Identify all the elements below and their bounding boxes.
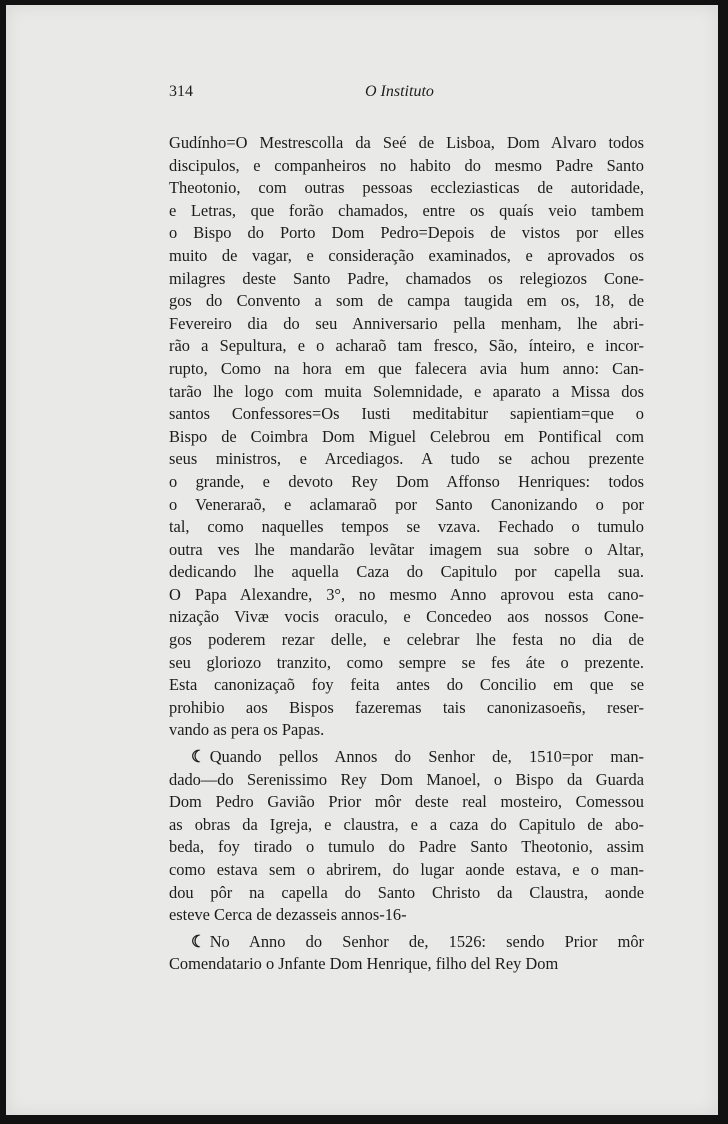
text-line <box>169 290 644 313</box>
text-line <box>169 814 644 837</box>
line-text: o grande, e devoto Rey Dom Affonso Henriques: todos <box>169 471 644 491</box>
text-line <box>169 381 644 404</box>
text-line <box>169 448 644 471</box>
line-text: milagres deste Santo Padre, chamados os relegiozos Cone- <box>169 268 644 288</box>
text-line <box>169 335 644 358</box>
line-text: santos Confessores=Os Iusti meditabitur sapientiam=que o <box>169 404 644 424</box>
line-text: esteve Cerca de dezasseis annos-16- <box>169 905 407 925</box>
running-title: O Instituto <box>365 83 434 100</box>
text-line <box>169 584 644 607</box>
text-line <box>169 746 644 769</box>
text-line <box>169 494 644 517</box>
text-line <box>169 697 644 720</box>
line-text: o Bispo do Porto Dom Pedro=Depois de vistos por elles <box>169 223 644 243</box>
page-header <box>169 83 649 107</box>
paragraph <box>169 132 644 742</box>
text-line <box>169 471 644 494</box>
text-line <box>169 561 644 584</box>
text-line <box>169 904 644 927</box>
text-line <box>169 516 644 539</box>
text-line <box>169 791 644 814</box>
text-line <box>169 674 644 697</box>
text-line <box>169 859 644 882</box>
line-text: rupto, Como na hora em que falecera avia hum anno: Can- <box>169 358 644 378</box>
page <box>6 5 718 1115</box>
line-text: prohibio aos Bispos fazeremas tais canonizasoeñs, reser- <box>169 697 644 717</box>
line-text: dedicando lhe aquella Caza do Capitulo por capella sua. <box>169 562 644 582</box>
line-text: como estava sem o abrirem, do lugar aonde estava, e o man- <box>169 860 644 879</box>
text-line <box>169 132 644 155</box>
body-text <box>169 132 644 976</box>
text-line <box>169 931 644 954</box>
text-line <box>169 652 644 675</box>
line-text: Quando pellos Annos do Senhor de, 1510=por man- <box>209 747 644 767</box>
line-text: O Papa Alexandre, 3°, no mesmo Anno aprovou esta cano- <box>169 584 644 604</box>
text-line <box>169 606 644 629</box>
line-text: tal, como naquelles tempos se vzava. Fechado o tumulo <box>169 517 644 537</box>
text-line <box>169 245 644 268</box>
paragraph-mark-icon: ☾ <box>191 931 206 951</box>
paragraph-mark-icon: ☾ <box>191 747 206 767</box>
line-text: Esta canonizaçaõ foy feita antes do Concilio em que se <box>169 675 644 695</box>
text-line <box>169 177 644 200</box>
text-line <box>169 268 644 291</box>
paragraph <box>169 746 644 927</box>
text-line <box>169 769 644 792</box>
line-text: Bispo de Coimbra Dom Miguel Celebrou em Pontifical com <box>169 426 644 446</box>
text-line <box>169 836 644 859</box>
text-line <box>169 882 644 905</box>
text-line <box>169 200 644 223</box>
page-number: 314 <box>169 83 193 100</box>
line-text: Theotonio, com outras pessoas eccleziasticas de autoridade, <box>169 178 644 198</box>
text-line <box>169 719 644 742</box>
line-text: Gudínho=O Mestrescolla da Seé de Lisboa, Dom Alvaro todos <box>169 133 644 152</box>
text-line <box>169 155 644 178</box>
line-text: muito de vagar, e consideração examinados, e aprovados os <box>169 245 644 265</box>
line-text: e Letras, que forão chamados, entre os quaís veio tambem <box>169 200 644 220</box>
line-text: vando as pera os Papas. <box>169 720 325 740</box>
line-text: nização Vivæ vocis oraculo, e Concedeo aos nossos Cone- <box>169 607 644 627</box>
line-text: Fevereiro dia do seu Anniversario pella menham, lhe abri- <box>169 313 644 333</box>
text-line <box>169 403 644 426</box>
text-line <box>169 222 644 245</box>
line-text: tarão lhe logo com muita Solemnidade, e aparato a Missa dos <box>169 381 644 401</box>
line-text: dou pôr na capella do Santo Christo da Claustra, aonde <box>169 882 644 902</box>
line-text: rão a Sepultura, e o acharaõ tam fresco, São, ínteiro, e incor- <box>169 336 644 356</box>
line-text: discipulos, e companheiros no habito do mesmo Padre Santo <box>169 155 644 175</box>
line-text: No Anno do Senhor de, 1526: sendo Prior môr <box>209 931 644 951</box>
line-text: gos poderem rezar delle, e celebrar lhe festa no dia de <box>169 630 644 650</box>
line-text: seu gloriozo tranzito, como sempre se fes áte o prezente. <box>169 652 644 672</box>
line-text: outra ves lhe mandarão levãtar imagem sua sobre o Altar, <box>169 539 644 559</box>
line-text: seus ministros, e Arcediagos. A tudo se achou prezente <box>169 449 644 469</box>
text-line <box>169 313 644 336</box>
text-line <box>169 953 644 976</box>
paragraph <box>169 931 644 976</box>
line-text: as obras da Igreja, e claustra, e a caza do Capitulo de abo- <box>169 814 644 834</box>
line-text: dado—do Serenissimo Rey Dom Manoel, o Bispo da Guarda <box>169 769 644 789</box>
text-line <box>169 629 644 652</box>
line-text: Comendatario o Jnfante Dom Henrique, filho del Rey Dom <box>169 954 559 974</box>
line-text: gos do Convento a som de campa taugida em os, 18, de <box>169 291 644 311</box>
text-line <box>169 426 644 449</box>
text-line <box>169 358 644 381</box>
line-text: o Veneraraõ, e aclamaraõ por Santo Canonizando o por <box>169 494 644 514</box>
line-text: beda, foy tirado o tumulo do Padre Santo Theotonio, assim <box>169 837 644 857</box>
line-text: Dom Pedro Gavião Prior môr deste real mosteiro, Comessou <box>169 792 644 812</box>
text-line <box>169 539 644 562</box>
